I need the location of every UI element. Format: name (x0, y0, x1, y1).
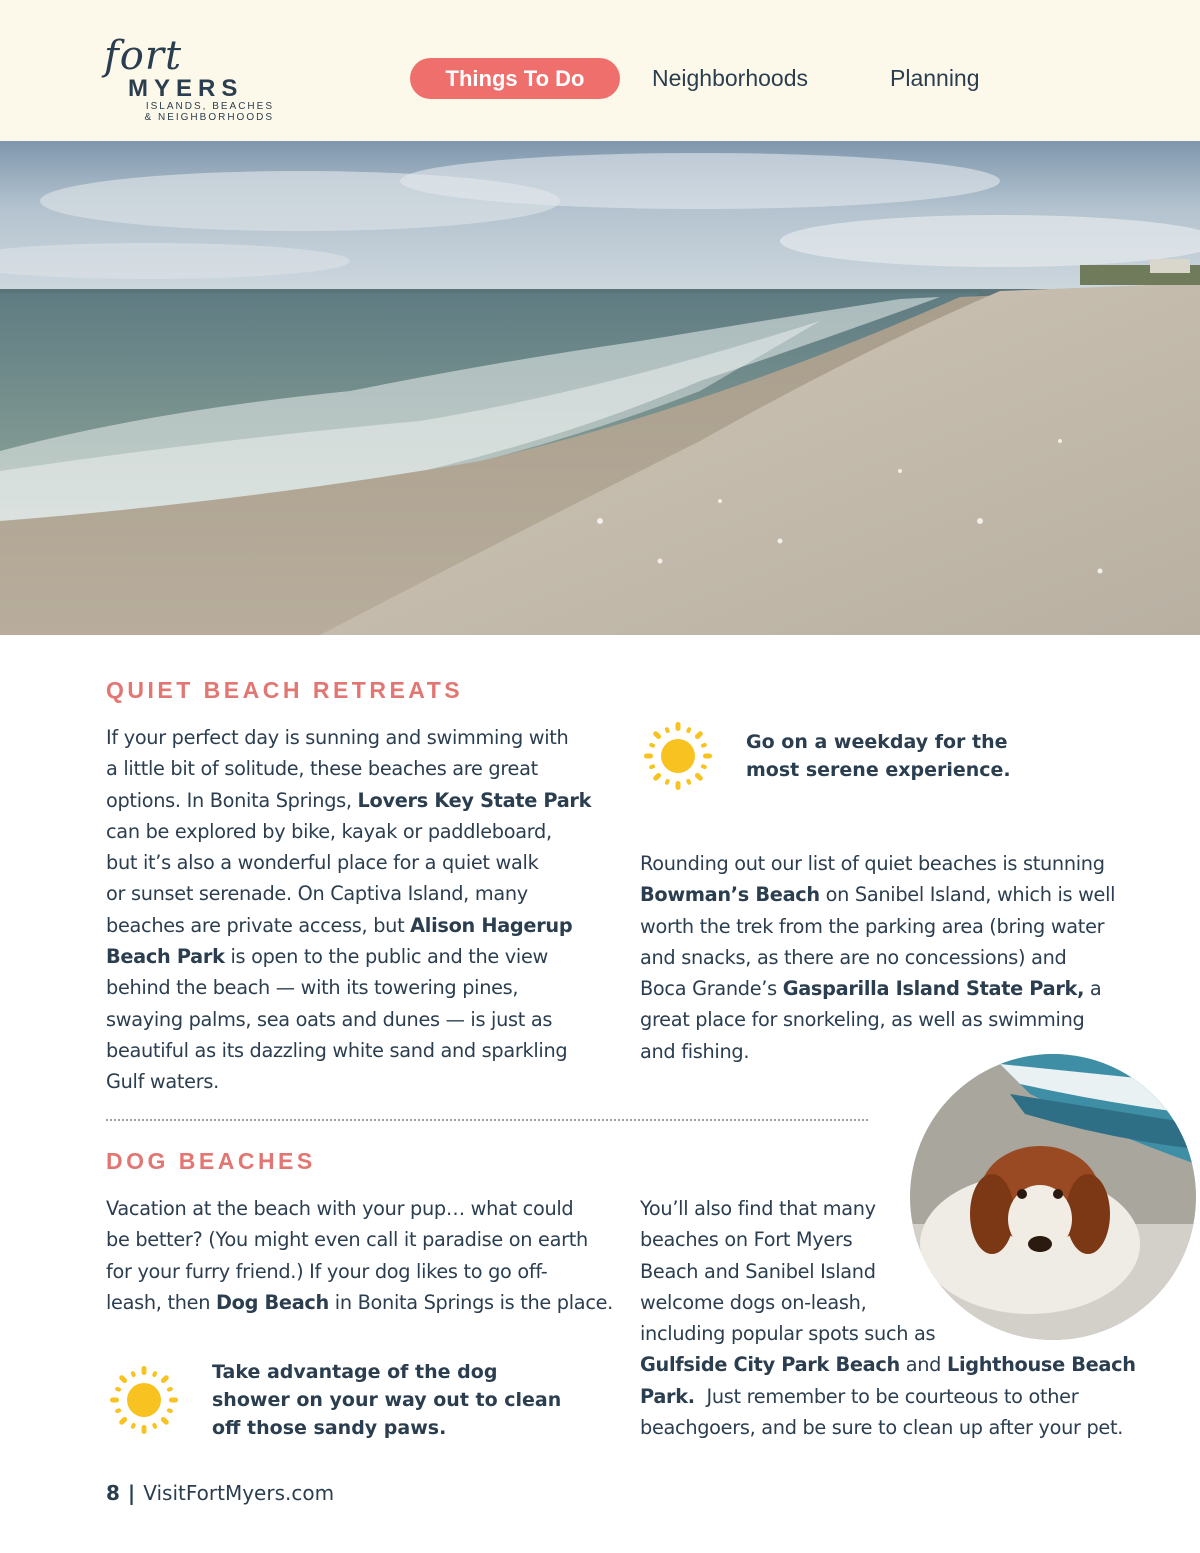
text-line: worth the trek from the parking area (bring water (640, 914, 1105, 938)
text-run: leash, then (106, 1290, 216, 1314)
site-link[interactable]: VisitFortMyers.com (143, 1481, 335, 1505)
text-run: a (1084, 977, 1102, 1001)
dog-left-paragraph (106, 1193, 613, 1318)
text-line: You’ll also find that many (640, 1197, 876, 1220)
text-line (106, 1287, 613, 1318)
page-number: 8 (106, 1481, 120, 1505)
text-line (640, 879, 1115, 910)
sun-icon (108, 1364, 180, 1436)
text-line (106, 785, 591, 816)
text-run: on Sanibel Island, which is well (819, 883, 1116, 907)
text-run: Boca Grande’s (640, 977, 783, 1001)
quiet-left-paragraph (106, 722, 591, 1098)
text-line: be better? (You might even call it paradise on earth (106, 1228, 588, 1252)
text-line: or sunset serenade. On Captiva Island, many (106, 882, 528, 906)
bowmans-beach-name: Bowman’s Beach (640, 883, 820, 907)
text-run: options. In Bonita Springs, (106, 788, 358, 812)
text-line: can be explored by bike, kayak or paddleboard, (106, 819, 552, 843)
text-line: Rounding out our list of quiet beaches is stunning (640, 852, 1105, 875)
nav-neighborhoods[interactable]: Neighborhoods (652, 65, 809, 91)
site-header (0, 0, 1200, 141)
nav-things-to-do[interactable]: Things To Do (410, 58, 620, 99)
text-run: in Bonita Springs is the place. (328, 1290, 614, 1314)
text-line: and fishing. (640, 1039, 750, 1063)
tip-line: shower on your way out to clean (212, 1389, 562, 1411)
dog-beaches-heading: DOG BEACHES (106, 1148, 316, 1174)
alison-hagerup-name: Alison Hagerup (410, 913, 573, 937)
logo-tagline-2: & NEIGHBORHOODS (144, 112, 274, 123)
text-line: for your furry friend.) If your dog likes to go off- (106, 1259, 548, 1283)
gasparilla-name: Gasparilla Island State Park, (782, 977, 1085, 1001)
dog-right-paragraph (640, 1193, 1136, 1443)
dog-beach-name: Dog Beach (215, 1290, 329, 1314)
tip-line: most serene experience. (746, 759, 1011, 781)
text-line: Gulf waters. (106, 1070, 219, 1094)
page-footer (106, 1478, 334, 1508)
text-line: a little bit of solitude, these beaches are great (106, 757, 538, 781)
fort-myers-logo[interactable] (104, 34, 284, 126)
text-line: If your perfect day is sunning and swimming with (106, 726, 569, 749)
dog-shower-tip (212, 1358, 561, 1442)
weekday-tip (746, 728, 1011, 784)
text-line: Beach and Sanibel Island (640, 1259, 876, 1283)
text-line: behind the beach — with its towering pines, (106, 976, 519, 1000)
tip-line: Take advantage of the dog (212, 1361, 498, 1383)
text-line (106, 910, 591, 941)
lovers-key-link: Lovers Key State Park (357, 788, 592, 812)
section-divider (106, 1119, 868, 1121)
text-line: including popular spots such as (640, 1322, 936, 1346)
text-line: great place for snorkeling, as well as swimming (640, 1008, 1085, 1032)
park-name: Park. (640, 1384, 695, 1408)
quiet-right-paragraph (640, 848, 1115, 1067)
tip-line: off those sandy paws. (212, 1417, 447, 1439)
footer-separator: | (127, 1481, 136, 1505)
text-line (640, 973, 1115, 1004)
logo-tagline-1: ISLANDS, BEACHES (145, 101, 274, 112)
text-line: beachgoers, and be sure to clean up after your pet. (640, 1416, 1124, 1440)
text-line (640, 1381, 1136, 1412)
text-line: and snacks, as there are no concessions) and (640, 945, 1067, 969)
logo-script-text: fort (104, 33, 183, 79)
logo-main-text: MYERS (128, 75, 244, 102)
text-line: beautiful as its dazzling white sand and sparkling (106, 1038, 568, 1062)
nav-planning[interactable]: Planning (890, 65, 980, 91)
text-line: Vacation at the beach with your pup… what could (106, 1197, 574, 1220)
text-line (106, 941, 591, 972)
text-line: welcome dogs on-leash, (640, 1290, 867, 1314)
tip-line: Go on a weekday for the (746, 731, 1008, 753)
text-run: beaches are private access, but (106, 913, 411, 937)
text-line (640, 1349, 1136, 1380)
text-run: is open to the public and the view (224, 945, 548, 969)
text-run: Just remember to be courteous to other (694, 1384, 1079, 1408)
gulfside-name: Gulfside City Park Beach (640, 1353, 900, 1377)
text-line: but it’s also a wonderful place for a quiet walk (106, 851, 539, 875)
sun-icon (642, 720, 714, 792)
beach-park-name: Beach Park (106, 945, 225, 969)
lighthouse-beach-name: Lighthouse Beach (946, 1353, 1136, 1377)
quiet-beach-heading: QUIET BEACH RETREATS (106, 677, 464, 703)
text-line: beaches on Fort Myers (640, 1228, 853, 1252)
beach-hero-photo (0, 141, 1200, 635)
text-run: and (899, 1353, 947, 1377)
text-line: swaying palms, sea oats and dunes — is just as (106, 1007, 553, 1031)
